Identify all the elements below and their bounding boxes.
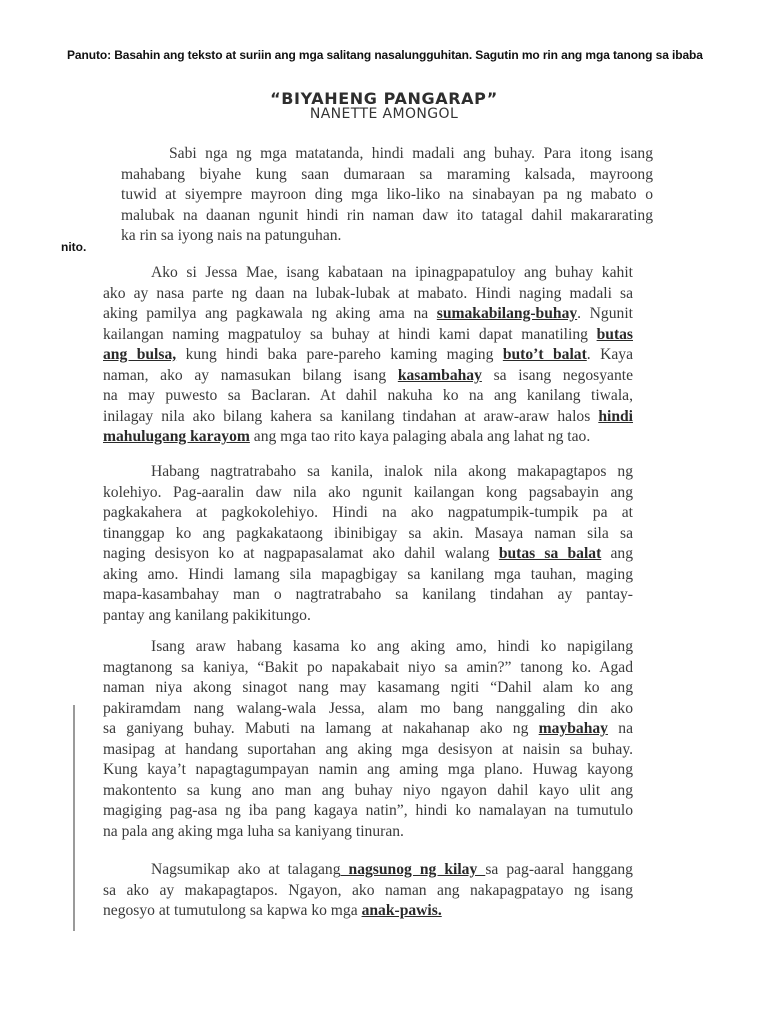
paragraph-1 [121,144,653,247]
text-segment: negosyo at tumutulong sa kapwa ko mga [103,902,362,919]
text-segment: na pala ang aking mga luha sa kaniyang tinuran. [103,822,404,840]
margin-bar [73,705,75,931]
text-line [103,901,633,922]
text-segment: kailangan naming magpatuloy sa buhay at hindi kami dapat manatiling [103,325,597,343]
underlined-term: ang bulsa, [103,346,177,363]
text-line [121,144,653,165]
text-line [103,462,633,483]
text-segment: kung hindi baka pare-pareho kaming maging [176,346,503,363]
text-line [121,165,653,186]
text-segment: naging desisyon ko at nagpapasalamat ako dahil walang [103,545,499,562]
orphan-text: nito. [61,240,87,254]
text-segment: aking pamilya ang pagkawala ng aking ama na [103,305,437,322]
text-line [103,637,633,658]
text-segment: na may puwesto sa Baclaran. At dahil nakuha ko na ang kanilang tiwala, [103,387,633,404]
text-segment: . Ngunit [577,305,633,322]
text-line [103,822,633,843]
paragraph-2 [103,263,633,448]
story-title: “BIYAHENG PANGARAP” [270,89,498,108]
text-segment: makontento sa kung ano man ang buhay niyo ngayon dahil kayo ulit ang [103,781,633,799]
text-segment: sa ganiyang buhay. Mabuti na lamang at nakahanap ako ng [103,720,539,737]
underlined-term: buto’t balat [502,346,587,363]
text-segment: Nagsumikap ako at talagang [151,861,341,878]
text-line [103,860,633,881]
text-segment: kolehiyo. Pag-aaralin daw nila ako ngunit kailangan kong pagsabayin ang [103,483,633,501]
text-line [103,503,633,524]
text-line [103,658,633,679]
text-segment: na [607,720,633,737]
text-line [103,678,633,699]
text-segment: ka rin sa iyong nais na patunguhan. [121,227,342,244]
text-segment: inilagay nila ako bilang kahera sa kanilang tindahan at araw-araw halos [103,407,599,425]
text-segment: masipag at handang suportahan ang aking mga desisyon at naisin sa buhay. [103,740,633,758]
text-segment: sa pag-aaral hanggang [485,861,633,878]
text-segment: sa ako ay makapagtapos. Ngayon, ako naman ang nakapagpatayo ng isang [103,881,633,899]
text-line [103,699,633,720]
text-line [103,760,633,781]
text-segment: tinanggap ko ang pagkakataong ibinibigay sa akin. Masaya naman sila sa [103,524,633,542]
text-line [121,185,653,206]
text-segment: Ako si Jessa Mae, isang kabataan na ipinagpapatuloy ang buhay kahit [151,264,633,281]
text-segment: ang [601,545,634,562]
story-author: NANETTE AMONGOL [309,106,459,122]
text-line [103,407,633,428]
text-line [103,801,633,822]
paragraph-3 [103,462,633,626]
underlined-term: mahulugang karayom [103,428,250,445]
text-line [103,881,633,902]
text-line [121,206,653,227]
text-segment: mapa-kasambahay man o nagtratrabaho sa kanilang tindahan ay pantay- [103,586,633,603]
text-segment: naman, ako ay namasukan bilang isang [103,366,398,384]
text-segment: ako ay nasa parte ng daan na lubak-lubak at mabato. Hindi naging madali sa [103,284,633,302]
text-line [103,565,633,586]
text-segment: Kung kaya’t napagtagumpayan namin ang aming mga plano. Huwag kayong [103,761,633,778]
text-line [103,781,633,802]
text-segment: pakiramdam nang walang-wala Jessa, alam mo bang nanggaling din ako [103,699,633,717]
text-line [103,386,633,407]
text-segment: magtanong sa kaniya, “Bakit po napakabait niyo sa amin?” tanong ko. Agad [103,658,633,676]
text-line [103,544,633,565]
text-line [103,483,633,504]
text-segment: . Kaya [586,346,634,363]
text-segment: Isang araw habang kasama ko ang aking amo, hindi ko napigilang [151,638,633,655]
underlined-term: sumakabilang-buhay [436,305,578,322]
text-segment: ang mga tao rito kaya palaging abala ang lahat ng tao. [249,428,591,445]
text-segment: Habang nagtratrabaho sa kanila, inalok nila akong makapagtapos ng [151,463,633,480]
underlined-term: maybahay [538,720,608,737]
text-segment: malubak na daanan ngunit hindi rin naman daw ito tatagal dahil makararating [121,206,653,224]
text-segment: magiging pag-asa ng iba pang kagaya natin”, hindi ko namalayan na tumutulo [103,802,633,819]
text-line [121,226,653,247]
text-line [103,427,633,448]
text-segment: aking amo. Hindi lamang sila mapagbigay sa kanilang mga tauhan, maging [103,565,633,583]
text-segment: pantay ang kanilang pakikitungo. [103,606,311,624]
text-line [103,304,633,325]
underlined-term: butas sa balat [498,545,602,562]
text-segment: pagkakahera at pagkokolehiyo. Hindi na ako nagpatumpik-tumpik pa at [103,504,633,521]
text-line [103,263,633,284]
text-line [103,284,633,305]
text-segment: sa isang negosyante [481,366,633,384]
text-segment: naman niya akong sinagot nang may kasamang ngiti “Dahil alam ko ang [103,679,633,696]
text-line [103,606,633,627]
text-segment: Sabi nga ng mga matatanda, hindi madali ang buhay. Para itong isang [169,145,653,162]
text-segment: tuwid at siyempre mayroon ding mga liko-liko na sinabayan pa ng mabato o [121,186,653,203]
underlined-term: hindi [598,407,633,425]
paragraph-5 [103,860,633,922]
text-line [103,585,633,606]
underlined-term: kasambahay [397,366,482,384]
text-line [103,719,633,740]
text-line [103,366,633,387]
text-line [103,524,633,545]
underlined-term: butas [596,325,633,343]
text-line [103,740,633,761]
text-line [103,345,633,366]
underlined-term: nagsunog ng kilay [340,861,486,878]
text-line [103,325,633,346]
underlined-term: anak-pawis. [361,902,442,919]
instructions: Panuto: Basahin ang teksto at suriin ang mga salitang nasalungguhitan. Sagutin mo rin ang mga tanong sa ibaba [67,48,703,62]
text-segment: mahabang biyahe kung saan dumaraan sa maraming kalsada, mayroong [121,165,653,183]
paragraph-4 [103,637,633,842]
